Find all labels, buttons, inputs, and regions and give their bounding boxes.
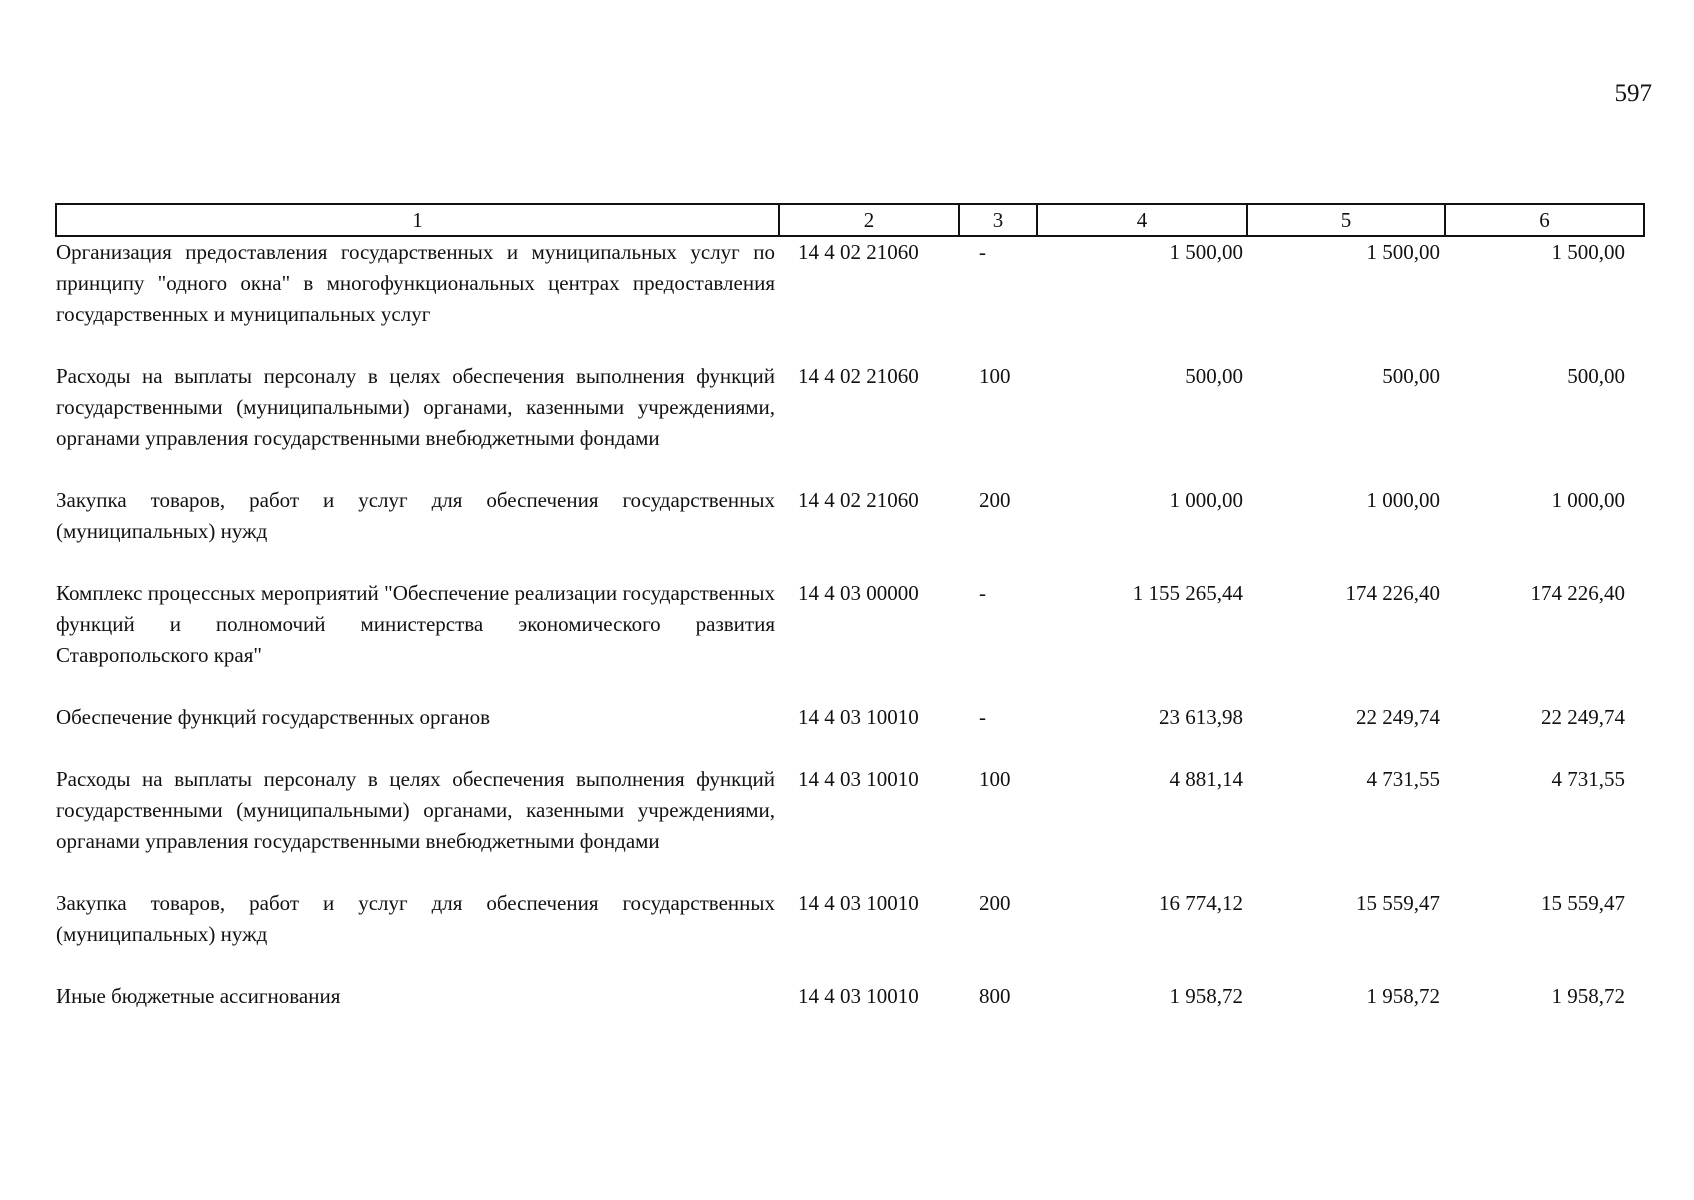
column-header-4: 4 — [1037, 204, 1247, 236]
expense-type-cell: 200 — [979, 488, 1011, 512]
amount-cell: 1 000,00 — [1169, 488, 1243, 512]
expense-name-cell: Обеспечение функций государственных органов — [56, 705, 491, 729]
expense-name-cell: Расходы на выплаты персоналу в целях обеспечения выполнения функций государственными (муниципальными) органами, казенными учреждениями, органами управления государственными внебюджетными фондами — [56, 767, 775, 853]
target-code-cell: 14 4 03 10010 — [798, 984, 919, 1008]
expense-type-cell: 100 — [979, 364, 1011, 388]
expense-type-cell: 200 — [979, 891, 1011, 915]
amount-cell: 174 226,40 — [1530, 581, 1625, 605]
table-row — [56, 485, 1644, 578]
column-header-2: 2 — [779, 204, 959, 236]
amount-cell: 500,00 — [1185, 364, 1243, 388]
amount-cell: 1 155 265,44 — [1132, 581, 1243, 605]
target-code-cell: 14 4 03 00000 — [798, 581, 919, 605]
table-row — [56, 702, 1644, 764]
amount-cell: 174 226,40 — [1345, 581, 1440, 605]
target-code-cell: 14 4 02 21060 — [798, 488, 919, 512]
amount-cell: 4 881,14 — [1169, 767, 1243, 791]
target-code-cell: 14 4 03 10010 — [798, 891, 919, 915]
target-code-cell: 14 4 02 21060 — [798, 364, 919, 388]
amount-cell: 22 249,74 — [1356, 705, 1440, 729]
expense-name-cell: Организация предоставления государственных и муниципальных услуг по принципу "одного окна" в многофункциональных центрах предоставления государственных и муниципальных услуг — [56, 240, 775, 326]
amount-cell: 1 500,00 — [1366, 240, 1440, 264]
expense-type-cell: 800 — [979, 984, 1011, 1008]
expense-name-cell: Закупка товаров, работ и услуг для обеспечения государственных (муниципальных) нужд — [56, 891, 775, 946]
amount-cell: 1 500,00 — [1551, 240, 1625, 264]
column-header-3: 3 — [959, 204, 1037, 236]
column-header-1: 1 — [56, 204, 779, 236]
table-row — [56, 764, 1644, 888]
expense-name-cell: Комплекс процессных мероприятий "Обеспечение реализации государственных функций и полномочий министерства экономического развития Ставропольского края" — [56, 581, 775, 667]
expense-type-cell: 100 — [979, 767, 1011, 791]
expense-type-cell: - — [979, 240, 986, 264]
table-row — [56, 361, 1644, 485]
table-row — [56, 888, 1644, 981]
amount-cell: 1 000,00 — [1366, 488, 1440, 512]
amount-cell: 1 000,00 — [1551, 488, 1625, 512]
column-header-5: 5 — [1247, 204, 1445, 236]
amount-cell: 1 958,72 — [1169, 984, 1243, 1008]
amount-cell: 15 559,47 — [1356, 891, 1440, 915]
expense-name-cell: Иные бюджетные ассигнования — [56, 984, 341, 1008]
expense-type-cell: - — [979, 705, 986, 729]
amount-cell: 1 500,00 — [1169, 240, 1243, 264]
target-code-cell: 14 4 03 10010 — [798, 705, 919, 729]
column-header-6: 6 — [1445, 204, 1644, 236]
expense-type-cell: - — [979, 581, 986, 605]
expense-name-cell: Закупка товаров, работ и услуг для обеспечения государственных (муниципальных) нужд — [56, 488, 775, 543]
amount-cell: 22 249,74 — [1541, 705, 1625, 729]
amount-cell: 1 958,72 — [1366, 984, 1440, 1008]
amount-cell: 500,00 — [1567, 364, 1625, 388]
header-row — [56, 204, 1644, 236]
amount-cell: 4 731,55 — [1551, 767, 1625, 791]
amount-cell: 16 774,12 — [1159, 891, 1243, 915]
table-row — [56, 981, 1644, 1043]
page-number: 597 — [1614, 80, 1652, 107]
expense-name-cell: Расходы на выплаты персоналу в целях обеспечения выполнения функций государственными (муниципальными) органами, казенными учреждениями, органами управления государственными внебюджетными фондами — [56, 364, 775, 450]
amount-cell: 15 559,47 — [1541, 891, 1625, 915]
target-code-cell: 14 4 03 10010 — [798, 767, 919, 791]
table-row — [56, 236, 1644, 361]
table-row — [56, 578, 1644, 702]
target-code-cell: 14 4 02 21060 — [798, 240, 919, 264]
budget-table — [55, 203, 1645, 1043]
amount-cell: 23 613,98 — [1159, 705, 1243, 729]
amount-cell: 1 958,72 — [1551, 984, 1625, 1008]
amount-cell: 4 731,55 — [1366, 767, 1440, 791]
amount-cell: 500,00 — [1382, 364, 1440, 388]
